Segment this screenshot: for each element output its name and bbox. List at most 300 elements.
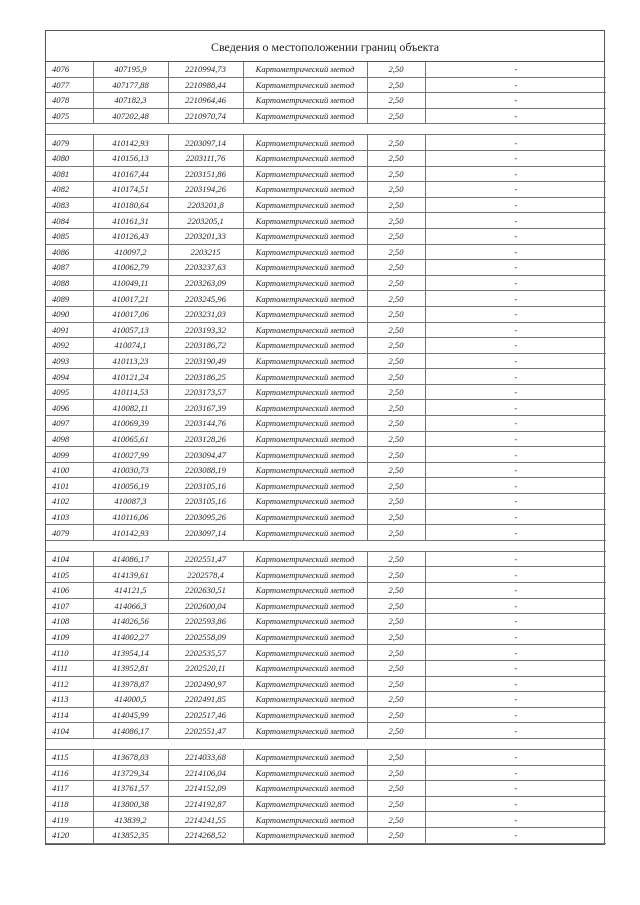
y-coordinate-cell: 2202490,97 bbox=[168, 676, 243, 692]
y-coordinate-cell: 2214241,55 bbox=[168, 812, 243, 828]
table-row bbox=[46, 260, 606, 276]
x-coordinate-cell: 410027,99 bbox=[93, 447, 168, 463]
point-number-cell: 4094 bbox=[46, 369, 93, 385]
y-coordinate-cell: 2203186,72 bbox=[168, 338, 243, 354]
description-cell: - bbox=[425, 629, 606, 645]
method-cell: Картометрический метод bbox=[243, 723, 367, 739]
accuracy-cell: 2,50 bbox=[367, 660, 425, 676]
x-coordinate-cell: 413954,14 bbox=[93, 645, 168, 661]
x-coordinate-cell: 407195,9 bbox=[93, 62, 168, 77]
coordinates-table bbox=[46, 62, 606, 844]
accuracy-cell: 2,50 bbox=[367, 765, 425, 781]
table-row bbox=[46, 462, 606, 478]
y-coordinate-cell: 2202535,57 bbox=[168, 645, 243, 661]
x-coordinate-cell: 410126,43 bbox=[93, 228, 168, 244]
point-number-cell: 4104 bbox=[46, 723, 93, 739]
x-coordinate-cell: 407177,88 bbox=[93, 77, 168, 93]
table-row bbox=[46, 583, 606, 599]
description-cell: - bbox=[425, 260, 606, 276]
description-cell: - bbox=[425, 692, 606, 708]
method-cell: Картометрический метод bbox=[243, 306, 367, 322]
y-coordinate-cell: 2202593,86 bbox=[168, 614, 243, 630]
method-cell: Картометрический метод bbox=[243, 525, 367, 541]
method-cell: Картометрический метод bbox=[243, 400, 367, 416]
accuracy-cell: 2,50 bbox=[367, 494, 425, 510]
x-coordinate-cell: 410116,06 bbox=[93, 509, 168, 525]
table-row bbox=[46, 369, 606, 385]
description-cell: - bbox=[425, 197, 606, 213]
point-number-cell: 4099 bbox=[46, 447, 93, 463]
table-row bbox=[46, 322, 606, 338]
y-coordinate-cell: 2214152,09 bbox=[168, 781, 243, 797]
y-coordinate-cell: 2203215 bbox=[168, 244, 243, 260]
x-coordinate-cell: 410069,39 bbox=[93, 416, 168, 432]
table-row bbox=[46, 135, 606, 151]
y-coordinate-cell: 2202558,09 bbox=[168, 629, 243, 645]
accuracy-cell: 2,50 bbox=[367, 645, 425, 661]
y-coordinate-cell: 2203128,26 bbox=[168, 431, 243, 447]
description-cell: - bbox=[425, 765, 606, 781]
method-cell: Картометрический метод bbox=[243, 827, 367, 843]
method-cell: Картометрический метод bbox=[243, 812, 367, 828]
x-coordinate-cell: 410017,21 bbox=[93, 291, 168, 307]
description-cell: - bbox=[425, 62, 606, 77]
point-number-cell: 4096 bbox=[46, 400, 93, 416]
y-coordinate-cell: 2214033,68 bbox=[168, 749, 243, 765]
description-cell: - bbox=[425, 462, 606, 478]
accuracy-cell: 2,50 bbox=[367, 525, 425, 541]
method-cell: Картометрический метод bbox=[243, 93, 367, 109]
y-coordinate-cell: 2203237,63 bbox=[168, 260, 243, 276]
method-cell: Картометрический метод bbox=[243, 150, 367, 166]
point-number-cell: 4075 bbox=[46, 108, 93, 124]
accuracy-cell: 2,50 bbox=[367, 692, 425, 708]
y-coordinate-cell: 2203201,33 bbox=[168, 228, 243, 244]
description-cell: - bbox=[425, 749, 606, 765]
accuracy-cell: 2,50 bbox=[367, 749, 425, 765]
x-coordinate-cell: 410074,1 bbox=[93, 338, 168, 354]
y-coordinate-cell: 2203205,1 bbox=[168, 213, 243, 229]
point-number-cell: 4101 bbox=[46, 478, 93, 494]
point-number-cell: 4088 bbox=[46, 275, 93, 291]
table-row bbox=[46, 692, 606, 708]
table-row bbox=[46, 551, 606, 567]
description-cell: - bbox=[425, 384, 606, 400]
accuracy-cell: 2,50 bbox=[367, 551, 425, 567]
x-coordinate-cell: 410113,23 bbox=[93, 353, 168, 369]
y-coordinate-cell: 2214106,04 bbox=[168, 765, 243, 781]
table-row bbox=[46, 676, 606, 692]
method-cell: Картометрический метод bbox=[243, 228, 367, 244]
point-number-cell: 4110 bbox=[46, 645, 93, 661]
method-cell: Картометрический метод bbox=[243, 676, 367, 692]
table-row bbox=[46, 447, 606, 463]
x-coordinate-cell: 410114,53 bbox=[93, 384, 168, 400]
point-number-cell: 4089 bbox=[46, 291, 93, 307]
point-number-cell: 4095 bbox=[46, 384, 93, 400]
table-row bbox=[46, 765, 606, 781]
method-cell: Картометрический метод bbox=[243, 447, 367, 463]
x-coordinate-cell: 407182,3 bbox=[93, 93, 168, 109]
point-number-cell: 4084 bbox=[46, 213, 93, 229]
y-coordinate-cell: 2203105,16 bbox=[168, 478, 243, 494]
method-cell: Картометрический метод bbox=[243, 416, 367, 432]
accuracy-cell: 2,50 bbox=[367, 369, 425, 385]
method-cell: Картометрический метод bbox=[243, 338, 367, 354]
method-cell: Картометрический метод bbox=[243, 629, 367, 645]
table-row bbox=[46, 244, 606, 260]
y-coordinate-cell: 2203097,14 bbox=[168, 525, 243, 541]
y-coordinate-cell: 2203190,49 bbox=[168, 353, 243, 369]
table-row bbox=[46, 353, 606, 369]
description-cell: - bbox=[425, 244, 606, 260]
table-row bbox=[46, 384, 606, 400]
x-coordinate-cell: 410180,64 bbox=[93, 197, 168, 213]
description-cell: - bbox=[425, 275, 606, 291]
y-coordinate-cell: 2203097,14 bbox=[168, 135, 243, 151]
description-cell: - bbox=[425, 645, 606, 661]
accuracy-cell: 2,50 bbox=[367, 93, 425, 109]
description-cell: - bbox=[425, 676, 606, 692]
description-cell: - bbox=[425, 322, 606, 338]
point-number-cell: 4087 bbox=[46, 260, 93, 276]
method-cell: Картометрический метод bbox=[243, 62, 367, 77]
x-coordinate-cell: 410049,11 bbox=[93, 275, 168, 291]
method-cell: Картометрический метод bbox=[243, 197, 367, 213]
table-row bbox=[46, 567, 606, 583]
method-cell: Картометрический метод bbox=[243, 166, 367, 182]
x-coordinate-cell: 410087,3 bbox=[93, 494, 168, 510]
method-cell: Картометрический метод bbox=[243, 494, 367, 510]
x-coordinate-cell: 410065,61 bbox=[93, 431, 168, 447]
contour-separator-row bbox=[46, 124, 606, 135]
y-coordinate-cell: 2203151,86 bbox=[168, 166, 243, 182]
point-number-cell: 4100 bbox=[46, 462, 93, 478]
x-coordinate-cell: 410097,2 bbox=[93, 244, 168, 260]
x-coordinate-cell: 414045,99 bbox=[93, 707, 168, 723]
y-coordinate-cell: 2203201,8 bbox=[168, 197, 243, 213]
point-number-cell: 4102 bbox=[46, 494, 93, 510]
accuracy-cell: 2,50 bbox=[367, 150, 425, 166]
point-number-cell: 4105 bbox=[46, 567, 93, 583]
table-row bbox=[46, 228, 606, 244]
y-coordinate-cell: 2202517,46 bbox=[168, 707, 243, 723]
x-coordinate-cell: 410121,24 bbox=[93, 369, 168, 385]
y-coordinate-cell: 2210988,44 bbox=[168, 77, 243, 93]
table-row bbox=[46, 525, 606, 541]
x-coordinate-cell: 414086,17 bbox=[93, 551, 168, 567]
description-cell: - bbox=[425, 108, 606, 124]
method-cell: Картометрический метод bbox=[243, 322, 367, 338]
point-number-cell: 4080 bbox=[46, 150, 93, 166]
description-cell: - bbox=[425, 494, 606, 510]
method-cell: Картометрический метод bbox=[243, 645, 367, 661]
y-coordinate-cell: 2203263,09 bbox=[168, 275, 243, 291]
accuracy-cell: 2,50 bbox=[367, 108, 425, 124]
table-row bbox=[46, 431, 606, 447]
point-number-cell: 4091 bbox=[46, 322, 93, 338]
method-cell: Картометрический метод bbox=[243, 291, 367, 307]
y-coordinate-cell: 2202551,47 bbox=[168, 551, 243, 567]
method-cell: Картометрический метод bbox=[243, 431, 367, 447]
x-coordinate-cell: 410174,51 bbox=[93, 182, 168, 198]
y-coordinate-cell: 2203173,57 bbox=[168, 384, 243, 400]
y-coordinate-cell: 2203186,25 bbox=[168, 369, 243, 385]
point-number-cell: 4118 bbox=[46, 796, 93, 812]
table-row bbox=[46, 781, 606, 797]
description-cell: - bbox=[425, 707, 606, 723]
method-cell: Картометрический метод bbox=[243, 384, 367, 400]
x-coordinate-cell: 410156,13 bbox=[93, 150, 168, 166]
accuracy-cell: 2,50 bbox=[367, 197, 425, 213]
table-row bbox=[46, 306, 606, 322]
table-row bbox=[46, 150, 606, 166]
method-cell: Картометрический метод bbox=[243, 182, 367, 198]
description-cell: - bbox=[425, 228, 606, 244]
accuracy-cell: 2,50 bbox=[367, 260, 425, 276]
table-row bbox=[46, 197, 606, 213]
y-coordinate-cell: 2203245,96 bbox=[168, 291, 243, 307]
method-cell: Картометрический метод bbox=[243, 213, 367, 229]
x-coordinate-cell: 413839,2 bbox=[93, 812, 168, 828]
method-cell: Картометрический метод bbox=[243, 135, 367, 151]
accuracy-cell: 2,50 bbox=[367, 353, 425, 369]
point-number-cell: 4115 bbox=[46, 749, 93, 765]
point-number-cell: 4111 bbox=[46, 660, 93, 676]
document-title: Сведения о местоположении границ объекта bbox=[46, 31, 604, 62]
y-coordinate-cell: 2202491,85 bbox=[168, 692, 243, 708]
description-cell: - bbox=[425, 827, 606, 843]
point-number-cell: 4097 bbox=[46, 416, 93, 432]
x-coordinate-cell: 410017,06 bbox=[93, 306, 168, 322]
description-cell: - bbox=[425, 567, 606, 583]
description-cell: - bbox=[425, 551, 606, 567]
accuracy-cell: 2,50 bbox=[367, 228, 425, 244]
table-row bbox=[46, 166, 606, 182]
x-coordinate-cell: 414066,3 bbox=[93, 598, 168, 614]
accuracy-cell: 2,50 bbox=[367, 812, 425, 828]
description-cell: - bbox=[425, 213, 606, 229]
description-cell: - bbox=[425, 77, 606, 93]
y-coordinate-cell: 2210964,46 bbox=[168, 93, 243, 109]
accuracy-cell: 2,50 bbox=[367, 723, 425, 739]
point-number-cell: 4077 bbox=[46, 77, 93, 93]
method-cell: Картометрический метод bbox=[243, 353, 367, 369]
x-coordinate-cell: 410142,93 bbox=[93, 525, 168, 541]
table-row bbox=[46, 108, 606, 124]
accuracy-cell: 2,50 bbox=[367, 796, 425, 812]
description-cell: - bbox=[425, 166, 606, 182]
description-cell: - bbox=[425, 306, 606, 322]
x-coordinate-cell: 410030,73 bbox=[93, 462, 168, 478]
accuracy-cell: 2,50 bbox=[367, 447, 425, 463]
method-cell: Картометрический метод bbox=[243, 749, 367, 765]
accuracy-cell: 2,50 bbox=[367, 135, 425, 151]
y-coordinate-cell: 2202600,04 bbox=[168, 598, 243, 614]
accuracy-cell: 2,50 bbox=[367, 676, 425, 692]
point-number-cell: 4082 bbox=[46, 182, 93, 198]
x-coordinate-cell: 413800,38 bbox=[93, 796, 168, 812]
table-row bbox=[46, 614, 606, 630]
description-cell: - bbox=[425, 660, 606, 676]
point-number-cell: 4109 bbox=[46, 629, 93, 645]
description-cell: - bbox=[425, 509, 606, 525]
point-number-cell: 4098 bbox=[46, 431, 93, 447]
x-coordinate-cell: 414086,17 bbox=[93, 723, 168, 739]
accuracy-cell: 2,50 bbox=[367, 400, 425, 416]
separator-cell bbox=[46, 540, 606, 551]
accuracy-cell: 2,50 bbox=[367, 781, 425, 797]
x-coordinate-cell: 414139,61 bbox=[93, 567, 168, 583]
accuracy-cell: 2,50 bbox=[367, 614, 425, 630]
accuracy-cell: 2,50 bbox=[367, 567, 425, 583]
y-coordinate-cell: 2203167,39 bbox=[168, 400, 243, 416]
x-coordinate-cell: 410167,44 bbox=[93, 166, 168, 182]
point-number-cell: 4113 bbox=[46, 692, 93, 708]
method-cell: Картометрический метод bbox=[243, 707, 367, 723]
x-coordinate-cell: 413678,03 bbox=[93, 749, 168, 765]
accuracy-cell: 2,50 bbox=[367, 291, 425, 307]
description-cell: - bbox=[425, 338, 606, 354]
table-row bbox=[46, 796, 606, 812]
table-row bbox=[46, 478, 606, 494]
description-cell: - bbox=[425, 447, 606, 463]
y-coordinate-cell: 2214192,87 bbox=[168, 796, 243, 812]
description-cell: - bbox=[425, 431, 606, 447]
description-cell: - bbox=[425, 723, 606, 739]
table-row bbox=[46, 645, 606, 661]
method-cell: Картометрический метод bbox=[243, 77, 367, 93]
method-cell: Картометрический метод bbox=[243, 478, 367, 494]
table-row bbox=[46, 494, 606, 510]
description-cell: - bbox=[425, 353, 606, 369]
accuracy-cell: 2,50 bbox=[367, 509, 425, 525]
y-coordinate-cell: 2210994,73 bbox=[168, 62, 243, 77]
point-number-cell: 4108 bbox=[46, 614, 93, 630]
y-coordinate-cell: 2210970,74 bbox=[168, 108, 243, 124]
accuracy-cell: 2,50 bbox=[367, 462, 425, 478]
description-cell: - bbox=[425, 796, 606, 812]
accuracy-cell: 2,50 bbox=[367, 583, 425, 599]
y-coordinate-cell: 2203088,19 bbox=[168, 462, 243, 478]
accuracy-cell: 2,50 bbox=[367, 478, 425, 494]
x-coordinate-cell: 413729,34 bbox=[93, 765, 168, 781]
method-cell: Картометрический метод bbox=[243, 551, 367, 567]
method-cell: Картометрический метод bbox=[243, 614, 367, 630]
description-cell: - bbox=[425, 525, 606, 541]
description-cell: - bbox=[425, 416, 606, 432]
table-row bbox=[46, 812, 606, 828]
method-cell: Картометрический метод bbox=[243, 244, 367, 260]
method-cell: Картометрический метод bbox=[243, 660, 367, 676]
method-cell: Картометрический метод bbox=[243, 796, 367, 812]
point-number-cell: 4079 bbox=[46, 525, 93, 541]
y-coordinate-cell: 2203144,76 bbox=[168, 416, 243, 432]
point-number-cell: 4090 bbox=[46, 306, 93, 322]
table-row bbox=[46, 749, 606, 765]
accuracy-cell: 2,50 bbox=[367, 213, 425, 229]
accuracy-cell: 2,50 bbox=[367, 77, 425, 93]
method-cell: Картометрический метод bbox=[243, 692, 367, 708]
point-number-cell: 4114 bbox=[46, 707, 93, 723]
y-coordinate-cell: 2203094,47 bbox=[168, 447, 243, 463]
method-cell: Картометрический метод bbox=[243, 462, 367, 478]
x-coordinate-cell: 413978,87 bbox=[93, 676, 168, 692]
table-row bbox=[46, 77, 606, 93]
point-number-cell: 4081 bbox=[46, 166, 93, 182]
point-number-cell: 4117 bbox=[46, 781, 93, 797]
x-coordinate-cell: 407202,48 bbox=[93, 108, 168, 124]
description-cell: - bbox=[425, 614, 606, 630]
table-row bbox=[46, 182, 606, 198]
method-cell: Картометрический метод bbox=[243, 567, 367, 583]
description-cell: - bbox=[425, 150, 606, 166]
method-cell: Картометрический метод bbox=[243, 260, 367, 276]
point-number-cell: 4083 bbox=[46, 197, 93, 213]
accuracy-cell: 2,50 bbox=[367, 182, 425, 198]
point-number-cell: 4079 bbox=[46, 135, 93, 151]
table-row bbox=[46, 400, 606, 416]
method-cell: Картометрический метод bbox=[243, 583, 367, 599]
point-number-cell: 4078 bbox=[46, 93, 93, 109]
method-cell: Картометрический метод bbox=[243, 765, 367, 781]
method-cell: Картометрический метод bbox=[243, 275, 367, 291]
description-cell: - bbox=[425, 400, 606, 416]
point-number-cell: 4116 bbox=[46, 765, 93, 781]
y-coordinate-cell: 2203231,03 bbox=[168, 306, 243, 322]
y-coordinate-cell: 2203095,26 bbox=[168, 509, 243, 525]
table-row bbox=[46, 707, 606, 723]
table-row bbox=[46, 416, 606, 432]
y-coordinate-cell: 2202578,4 bbox=[168, 567, 243, 583]
x-coordinate-cell: 410056,19 bbox=[93, 478, 168, 494]
table-row bbox=[46, 338, 606, 354]
method-cell: Картометрический метод bbox=[243, 781, 367, 797]
point-number-cell: 4104 bbox=[46, 551, 93, 567]
coordinates-table-body bbox=[46, 62, 606, 843]
table-row bbox=[46, 509, 606, 525]
description-cell: - bbox=[425, 182, 606, 198]
x-coordinate-cell: 410161,31 bbox=[93, 213, 168, 229]
method-cell: Картометрический метод bbox=[243, 509, 367, 525]
table-row bbox=[46, 827, 606, 843]
method-cell: Картометрический метод bbox=[243, 369, 367, 385]
contour-separator-row bbox=[46, 540, 606, 551]
point-number-cell: 4107 bbox=[46, 598, 93, 614]
description-cell: - bbox=[425, 478, 606, 494]
point-number-cell: 4086 bbox=[46, 244, 93, 260]
y-coordinate-cell: 2203111,76 bbox=[168, 150, 243, 166]
contour-separator-row bbox=[46, 738, 606, 749]
table-row bbox=[46, 598, 606, 614]
description-cell: - bbox=[425, 369, 606, 385]
separator-cell bbox=[46, 124, 606, 135]
x-coordinate-cell: 414121,5 bbox=[93, 583, 168, 599]
x-coordinate-cell: 410142,93 bbox=[93, 135, 168, 151]
accuracy-cell: 2,50 bbox=[367, 166, 425, 182]
table-row bbox=[46, 93, 606, 109]
point-number-cell: 4085 bbox=[46, 228, 93, 244]
point-number-cell: 4106 bbox=[46, 583, 93, 599]
x-coordinate-cell: 413852,35 bbox=[93, 827, 168, 843]
y-coordinate-cell: 2202630,51 bbox=[168, 583, 243, 599]
accuracy-cell: 2,50 bbox=[367, 629, 425, 645]
description-cell: - bbox=[425, 598, 606, 614]
y-coordinate-cell: 2203105,16 bbox=[168, 494, 243, 510]
point-number-cell: 4093 bbox=[46, 353, 93, 369]
y-coordinate-cell: 2203193,32 bbox=[168, 322, 243, 338]
table-row bbox=[46, 629, 606, 645]
